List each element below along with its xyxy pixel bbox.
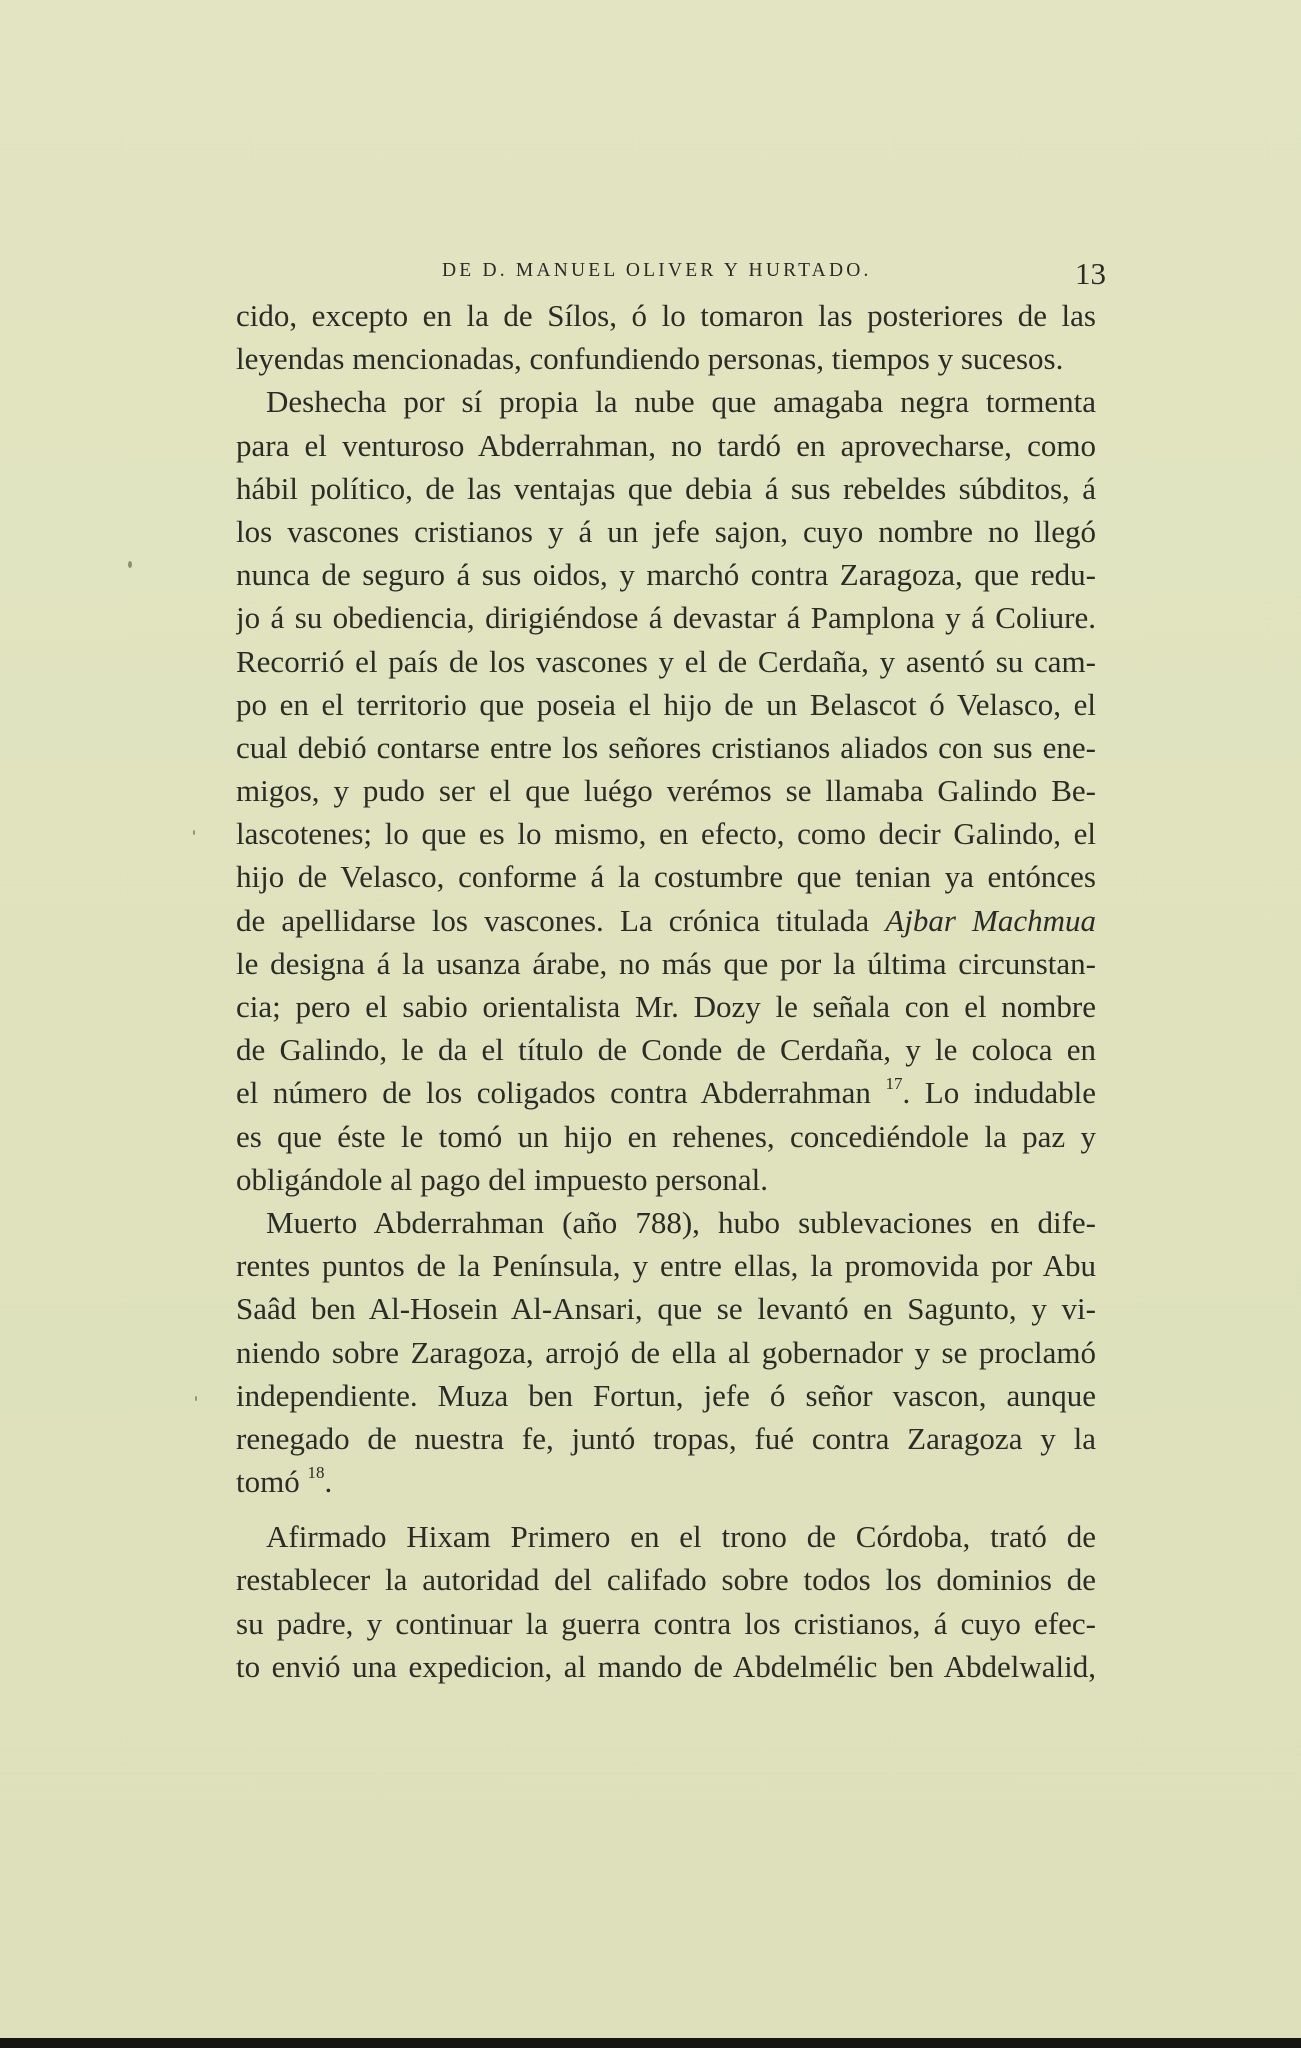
text-line: nunca de seguro á sus oidos, y marchó contra Zaragoza, que redu- [236, 557, 1096, 593]
paper-speck [128, 561, 132, 568]
text-line: lascotenes; lo que es lo mismo, en efecto, como decir Galindo, el [236, 816, 1096, 852]
page-number: 13 [1075, 256, 1106, 291]
text-line: Recorrió el país de los vascones y el de Cerdaña, y asentó su cam- [236, 643, 1096, 679]
text-line: po en el territorio que poseia el hijo de un Belascot ó Velasco, el [236, 686, 1096, 722]
text-line: Afirmado Hixam Primero en el trono de Córdoba, trató de [266, 1519, 1096, 1555]
footnote-ref-18[interactable]: 18 [307, 1463, 325, 1483]
text-line: jo á su obediencia, dirigiéndose á devastar á Pamplona y á Coliure. [236, 600, 1096, 636]
text-segment: . Lo indudable [902, 1075, 1096, 1111]
text-line: le designa á la usanza árabe, no más que por la última circunstan- [236, 945, 1096, 981]
scan-bottom-edge [0, 2038, 1301, 2048]
text-line [236, 899, 1096, 942]
text-line [236, 1460, 1096, 1503]
text-line: niendo sobre Zaragoza, arrojó de ella al gobernador y se proclamó [236, 1334, 1096, 1370]
text-line: to envió una expedicion, al mando de Abdelmélic ben Abdelwalid, [236, 1648, 1096, 1684]
text-line: independiente. Muza ben Fortun, jefe ó señor vascon, aunque [236, 1377, 1096, 1413]
text-line: para el venturoso Abderrahman, no tardó en aprovecharse, como [236, 427, 1096, 463]
text-line: migos, y pudo ser el que luégo verémos se llamaba Galindo Be- [236, 773, 1096, 809]
text-line: hábil político, de las ventajas que debia á sus rebeldes súbditos, á [236, 470, 1096, 506]
text-line: renegado de nuestra fe, juntó tropas, fué contra Zaragoza y la [236, 1420, 1096, 1456]
text-segment: el número de los coligados contra Abderrahman [236, 1075, 871, 1111]
body-text [236, 294, 1096, 1688]
text-segment: de apellidarse los vascones. La crónica titulada [236, 902, 870, 938]
paper-speck [193, 830, 195, 835]
text-line: cido, excepto en la de Sílos, ó lo tomaron las posteriores de las [236, 298, 1096, 333]
text-line: cual debió contarse entre los señores cristianos aliados con sus ene- [236, 729, 1096, 765]
text-line: rentes puntos de la Península, y entre ellas, la promovida por Abu [236, 1248, 1096, 1284]
paper-speck [195, 1396, 197, 1401]
text-segment: tomó [236, 1464, 300, 1500]
paragraph-gap [236, 1503, 1096, 1515]
text-line: es que éste le tomó un hijo en rehenes, concediéndole la paz y [236, 1118, 1096, 1154]
text-line: Deshecha por sí propia la nube que amagaba negra tormenta [266, 384, 1096, 420]
text-segment: . [324, 1464, 333, 1500]
text-line [236, 1071, 1096, 1114]
text-line: Muerto Abderrahman (año 788), hubo sublevaciones en dife- [266, 1204, 1096, 1240]
footnote-ref-17[interactable]: 17 [885, 1074, 903, 1094]
text-line: de Galindo, le da el título de Conde de Cerdaña, y le coloca en [236, 1032, 1096, 1068]
text-line: los vascones cristianos y á un jefe sajon, cuyo nombre no llegó [236, 513, 1096, 549]
text-line: su padre, y continuar la guerra contra los cristianos, á cuyo efec- [236, 1605, 1096, 1641]
text-line: obligándole al pago del impuesto personal. [236, 1161, 769, 1197]
text-line: cia; pero el sabio orientalista Mr. Dozy le señala con el nombre [236, 989, 1096, 1024]
text-line: hijo de Velasco, conforme á la costumbre que tenian ya entónces [236, 859, 1096, 895]
page-header [236, 258, 1106, 298]
text-line: leyendas mencionadas, confundiendo personas, tiempos y sucesos. [236, 341, 1064, 377]
text-line: restablecer la autoridad del califado sobre todos los dominios de [236, 1562, 1096, 1598]
book-title-ajbar-machmua: Ajbar Machmua [885, 902, 1096, 938]
text-line: Saâd ben Al-Hosein Al-Ansari, que se levantó en Sagunto, y vi- [236, 1291, 1096, 1327]
running-title: DE D. MANUEL OLIVER Y HURTADO. [442, 260, 872, 281]
